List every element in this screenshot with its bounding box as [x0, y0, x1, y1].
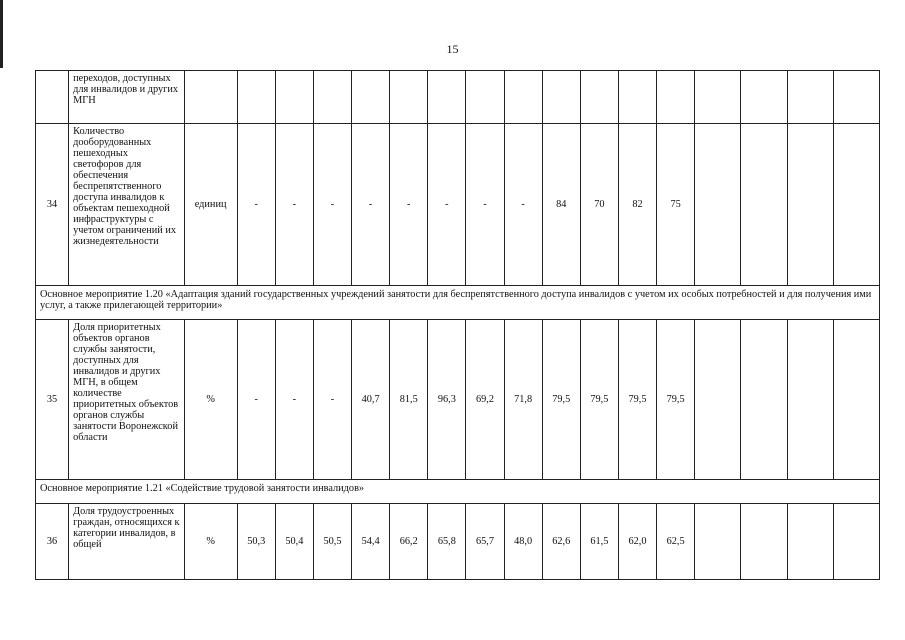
- value-cell: [741, 124, 787, 286]
- value-cell: [741, 504, 787, 580]
- row-number: 35: [36, 320, 69, 480]
- value-cell: [787, 124, 833, 286]
- value-cell: [352, 71, 390, 124]
- indicator-name: переходов, доступных для инвалидов и других МГН: [69, 71, 184, 124]
- value-cell: [787, 504, 833, 580]
- section-heading: Основное мероприятие 1.20 «Адаптация зданий государственных учреждений занятости для беспрепятственного доступа инвалидов с учетом их особых потребностей и для получения ими услуг, а также прилегающей территории»: [36, 286, 880, 320]
- scan-edge-mark: [0, 0, 3, 68]
- value-cell: [580, 71, 618, 124]
- unit-cell: [184, 71, 237, 124]
- value-cell: -: [504, 124, 542, 286]
- value-cell: -: [275, 124, 313, 286]
- value-cell: [787, 71, 833, 124]
- table-row: [36, 124, 880, 286]
- row-number: 36: [36, 504, 69, 580]
- section-row: [36, 286, 880, 320]
- table-row: [36, 71, 880, 124]
- value-cell: -: [390, 124, 428, 286]
- value-cell: -: [237, 124, 275, 286]
- value-cell: [695, 71, 741, 124]
- value-cell: [504, 71, 542, 124]
- value-cell: [695, 504, 741, 580]
- value-cell: 84: [542, 124, 580, 286]
- indicator-name: Доля приоритетных объектов органов службы занятости, доступных для инвалидов и других МГН, в общем количестве приоритетных объектов органов службы занятости Воронежской области: [69, 320, 184, 480]
- value-cell: 50,4: [275, 504, 313, 580]
- value-cell: [741, 71, 787, 124]
- value-cell: 66,2: [390, 504, 428, 580]
- value-cell: [466, 71, 504, 124]
- value-cell: -: [237, 320, 275, 480]
- value-cell: 54,4: [352, 504, 390, 580]
- value-cell: 75: [657, 124, 695, 286]
- value-cell: [313, 71, 351, 124]
- value-cell: [542, 71, 580, 124]
- value-cell: 79,5: [657, 320, 695, 480]
- value-cell: 62,0: [618, 504, 656, 580]
- value-cell: [695, 320, 741, 480]
- value-cell: [741, 320, 787, 480]
- value-cell: 62,6: [542, 504, 580, 580]
- value-cell: -: [466, 124, 504, 286]
- value-cell: 71,8: [504, 320, 542, 480]
- value-cell: 50,5: [313, 504, 351, 580]
- value-cell: 79,5: [618, 320, 656, 480]
- unit-cell: единиц: [184, 124, 237, 286]
- value-cell: [833, 71, 879, 124]
- value-cell: 48,0: [504, 504, 542, 580]
- value-cell: 65,8: [428, 504, 466, 580]
- value-cell: [618, 71, 656, 124]
- value-cell: [787, 320, 833, 480]
- value-cell: -: [313, 124, 351, 286]
- unit-cell: %: [184, 504, 237, 580]
- value-cell: [390, 71, 428, 124]
- value-cell: 62,5: [657, 504, 695, 580]
- value-cell: [237, 71, 275, 124]
- value-cell: 69,2: [466, 320, 504, 480]
- section-heading: Основное мероприятие 1.21 «Содействие трудовой занятости инвалидов»: [36, 480, 880, 504]
- value-cell: 50,3: [237, 504, 275, 580]
- value-cell: -: [352, 124, 390, 286]
- value-cell: 79,5: [542, 320, 580, 480]
- section-row: [36, 480, 880, 504]
- value-cell: [657, 71, 695, 124]
- value-cell: -: [428, 124, 466, 286]
- page-number: 15: [446, 42, 459, 56]
- value-cell: 40,7: [352, 320, 390, 480]
- row-number: [36, 71, 69, 124]
- value-cell: [833, 124, 879, 286]
- value-cell: -: [275, 320, 313, 480]
- value-cell: [695, 124, 741, 286]
- value-cell: 79,5: [580, 320, 618, 480]
- value-cell: [833, 504, 879, 580]
- row-number: 34: [36, 124, 69, 286]
- value-cell: 65,7: [466, 504, 504, 580]
- value-cell: 81,5: [390, 320, 428, 480]
- value-cell: [275, 71, 313, 124]
- table-row: [36, 504, 880, 580]
- indicators-table: [35, 70, 880, 580]
- value-cell: [833, 320, 879, 480]
- unit-cell: %: [184, 320, 237, 480]
- value-cell: 61,5: [580, 504, 618, 580]
- value-cell: 70: [580, 124, 618, 286]
- value-cell: [428, 71, 466, 124]
- value-cell: 82: [618, 124, 656, 286]
- indicator-name: Количество дооборудованных пешеходных светофоров для обеспечения беспрепятственного доступа инвалидов к объектам пешеходной инфраструктуры с учетом ограничений их жизнедеятельности: [69, 124, 184, 286]
- value-cell: -: [313, 320, 351, 480]
- indicator-name: Доля трудоустроенных граждан, относящихся к категории инвалидов, в общей: [69, 504, 184, 580]
- table-row: [36, 320, 880, 480]
- value-cell: 96,3: [428, 320, 466, 480]
